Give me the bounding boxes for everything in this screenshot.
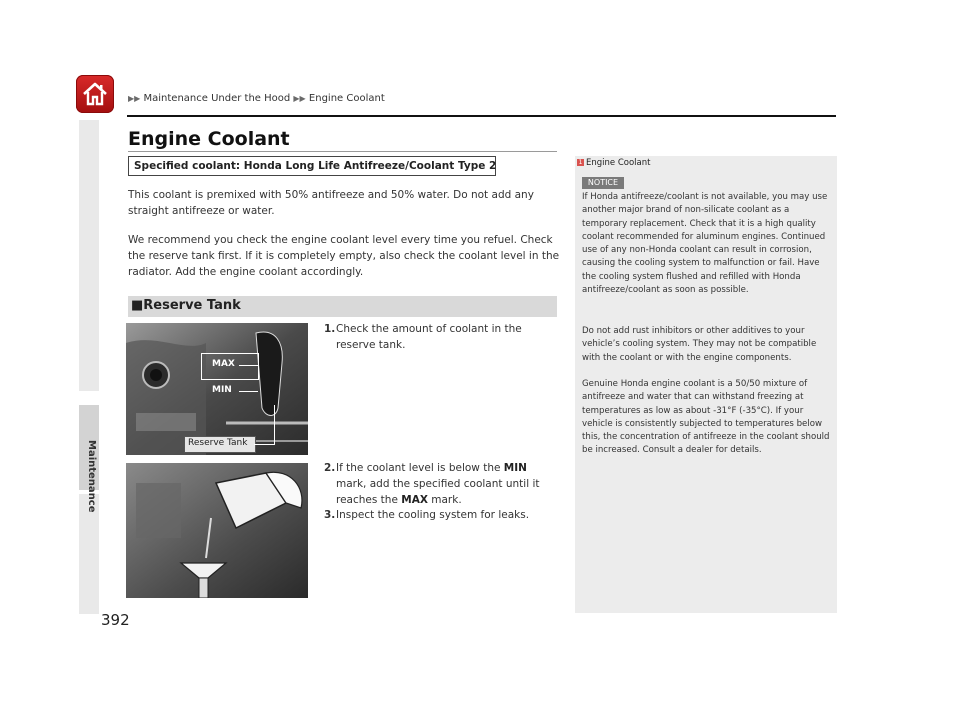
page-title: Engine Coolant bbox=[128, 128, 290, 150]
home-icon bbox=[81, 80, 109, 108]
page-number: 392 bbox=[101, 611, 130, 629]
step-1: 1. Check the amount of coolant in the reserve tank. bbox=[324, 323, 522, 351]
sidebar-heading: 1 Engine Coolant bbox=[578, 158, 651, 168]
side-tab-bar bbox=[79, 120, 99, 391]
tank-pointer-vertical bbox=[274, 405, 275, 445]
breadcrumb-parent[interactable]: Maintenance Under the Hood bbox=[143, 93, 291, 104]
breadcrumb bbox=[128, 93, 385, 104]
min-mark-text: MIN bbox=[503, 462, 527, 474]
header-rule bbox=[127, 115, 836, 117]
section-heading: ■Reserve Tank bbox=[128, 296, 557, 317]
specified-coolant-box bbox=[128, 156, 496, 176]
intro-paragraph: This coolant is premixed with 50% antifreeze and 50% water. Do not add any straight antifreeze or water. bbox=[128, 189, 534, 217]
min-label: MIN bbox=[212, 385, 232, 395]
breadcrumb-arrow-icon: ▶▶ bbox=[128, 94, 141, 103]
sidebar-paragraph-1: If Honda antifreeze/coolant is not available, you may use another major brand of non-silicate coolant as a temporary replacement. Check that it is a high quality coolant recommended for aluminum engines. Continued use of any non-Honda coolant can result in corrosion, causing the cooling system to malfunction or fail. Have the cooling system flushed and refilled with Honda antifreeze/coolant as soon as possible. bbox=[582, 192, 828, 296]
check-paragraph: We recommend you check the engine coolant level every time you refuel. Check the reserve tank first. If it is completely empty, also check the coolant level in the radiator. Add the engine coolant accordingly. bbox=[128, 234, 560, 278]
notice-badge: NOTICE bbox=[582, 177, 624, 189]
breadcrumb-current: Engine Coolant bbox=[308, 93, 385, 104]
home-button[interactable] bbox=[76, 75, 114, 113]
adding-coolant-image bbox=[126, 463, 308, 598]
specified-coolant-text: Specified coolant: Honda Long Life Antifreeze/Coolant Type 2 bbox=[134, 160, 497, 172]
step-2: 2. If the coolant level is below the MIN mark, add the specified coolant until it reaches the MAX mark. bbox=[324, 462, 540, 506]
sidebar-paragraph-2: Do not add rust inhibitors or other additives to your vehicle’s cooling system. They may not be compatible with the coolant or with the engine components. bbox=[582, 326, 817, 363]
max-pointer bbox=[239, 365, 258, 366]
title-rule bbox=[128, 151, 557, 152]
reserve-tank-label-box bbox=[184, 436, 256, 453]
max-label: MAX bbox=[212, 359, 235, 369]
min-pointer bbox=[239, 391, 258, 392]
breadcrumb-arrow-icon: ▶▶ bbox=[293, 94, 306, 103]
side-tab-label: Maintenance bbox=[86, 440, 97, 513]
reserve-tank-label: Reserve Tank bbox=[188, 438, 248, 448]
tank-pointer bbox=[254, 444, 274, 445]
step-3: 3. Inspect the cooling system for leaks. bbox=[324, 509, 530, 521]
reference-marker-icon: 1 bbox=[578, 159, 583, 166]
sidebar-paragraph-3: Genuine Honda engine coolant is a 50/50 mixture of antifreeze and water that can withstand freezing at temperatures as low as about -31°F (-35°C). If your vehicle is consistently subjected to temperatures below this, the concentration of antifreeze in the coolant should be increased. Consult a dealer for details. bbox=[582, 379, 830, 456]
max-mark-text: MAX bbox=[401, 494, 428, 506]
